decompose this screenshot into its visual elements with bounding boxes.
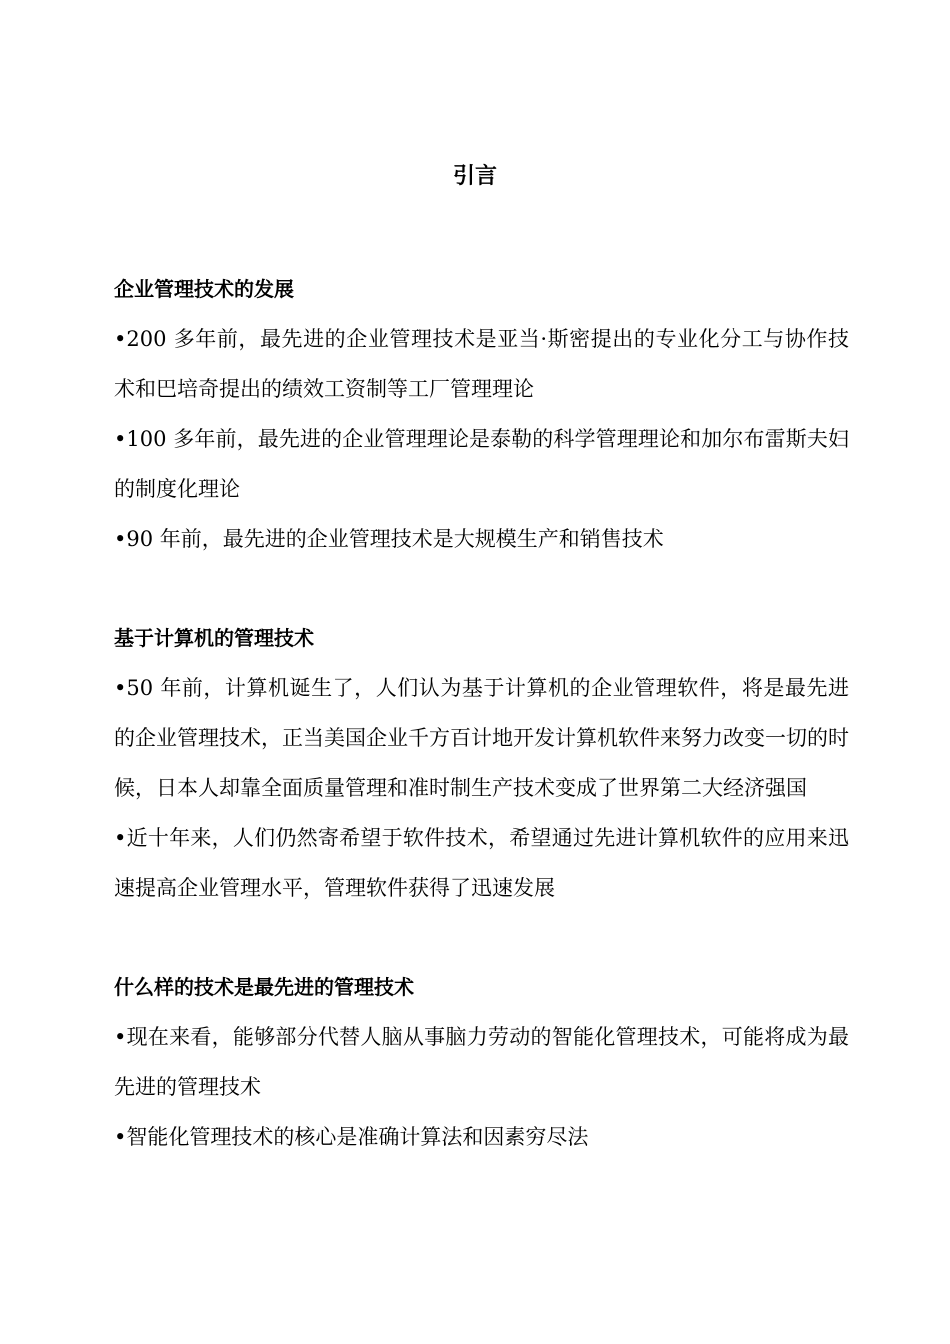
section-management-development bbox=[114, 265, 849, 564]
section-advanced-management bbox=[114, 963, 849, 1162]
paragraph: •50 年前，计算机诞生了，人们认为基于计算机的企业管理软件，将是最先进的企业管理技术，正当美国企业千方百计地开发计算机软件来努力改变一切的时候，日本人却靠全面质量管理和准时制生产技术变成了世界第二大经济强国 bbox=[114, 676, 849, 800]
section-heading: 什么样的技术是最先进的管理技术 bbox=[114, 975, 414, 999]
page-title: 引言 bbox=[452, 164, 497, 189]
paragraph: •近十年来，人们仍然寄希望于软件技术，希望通过先进计算机软件的应用来迅速提高企业管理水平，管理软件获得了迅速发展 bbox=[114, 826, 849, 900]
paragraph: •200 多年前，最先进的企业管理技术是亚当·斯密提出的专业化分工与协作技术和巴培奇提出的绩效工资制等工厂管理理论 bbox=[114, 327, 849, 401]
document-body bbox=[114, 265, 849, 1212]
paragraph: •90 年前，最先进的企业管理技术是大规模生产和销售技术 bbox=[114, 527, 664, 551]
paragraph: •100 多年前，最先进的企业管理理论是泰勒的科学管理理论和加尔布雷斯夫妇的制度化理论 bbox=[114, 427, 849, 501]
section-heading: 企业管理技术的发展 bbox=[114, 277, 294, 301]
section-heading: 基于计算机的管理技术 bbox=[114, 626, 314, 650]
paragraph: •现在来看，能够部分代替人脑从事脑力劳动的智能化管理技术，可能将成为最先进的管理技术 bbox=[114, 1025, 849, 1099]
paragraph: •智能化管理技术的核心是准确计算法和因素穷尽法 bbox=[114, 1125, 589, 1149]
section-computer-management bbox=[114, 614, 849, 913]
